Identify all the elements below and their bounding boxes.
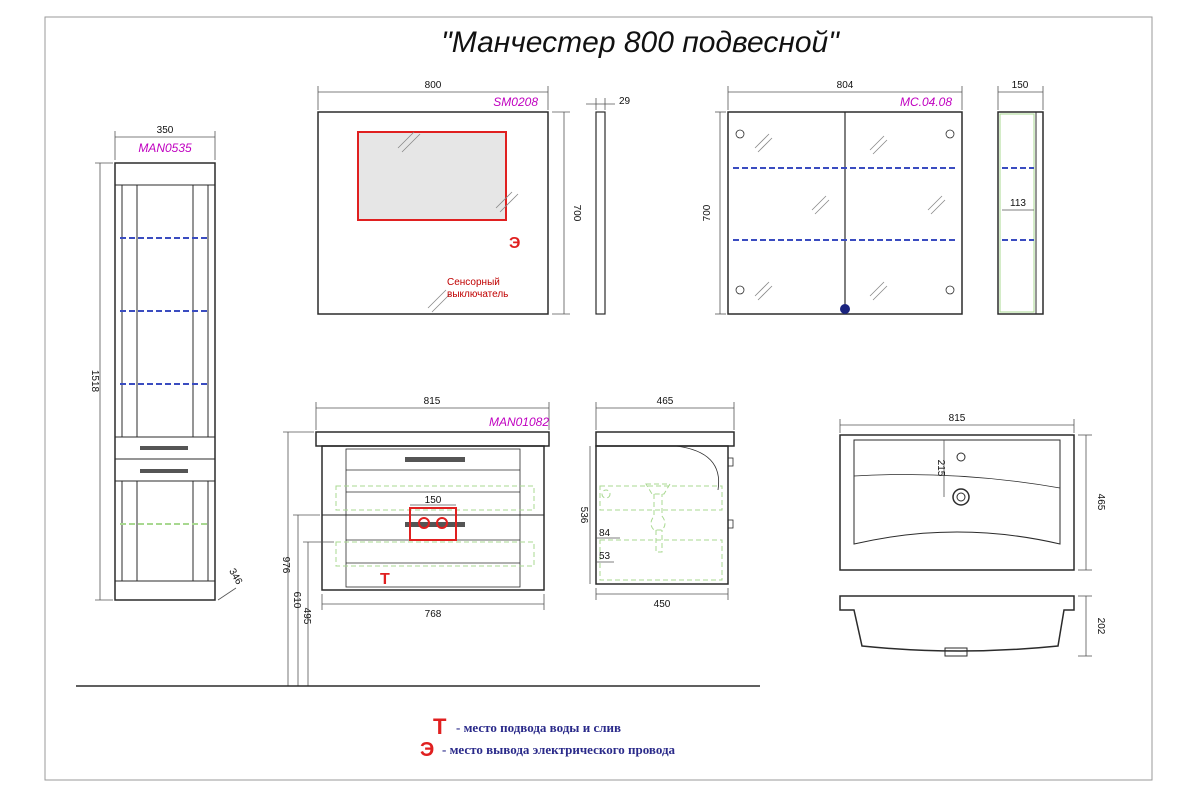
- basin-top-view: [840, 435, 1074, 570]
- mirror-side-view: [596, 112, 605, 314]
- switch-label-line1: Сенсорный: [447, 277, 500, 288]
- vanity-top-width: 815: [423, 396, 441, 407]
- vanity-handle: [405, 457, 465, 462]
- mirror-cabinet-front: [728, 112, 962, 314]
- mirror-cabinet-button: [840, 304, 850, 314]
- vanity-side-depth-bottom: 450: [653, 599, 671, 610]
- mirror-cabinet-glare: [755, 134, 945, 300]
- sheet-frame: [45, 17, 1152, 780]
- pencil-case-depth: 346: [226, 566, 245, 587]
- basin-height: 202: [1095, 617, 1106, 635]
- vanity-side-pipe-b: 53: [599, 551, 611, 562]
- vanity-side-inner: [600, 484, 722, 580]
- basin-width: 815: [948, 413, 966, 424]
- mirror-width: 800: [424, 80, 442, 91]
- pencil-case-width: 350: [156, 125, 174, 136]
- vanity-connection-width: 150: [424, 495, 442, 506]
- marker-t-vanity: Т: [380, 571, 390, 588]
- vanity-height-total: 976: [280, 556, 291, 574]
- legend: [420, 714, 676, 761]
- vanity-side-view: [596, 432, 734, 584]
- mirror-cabinet-code: MC.04.08: [899, 95, 952, 109]
- vanity-side-height: 536: [578, 506, 589, 524]
- pencil-case-shelves: [120, 238, 210, 384]
- pencil-case-view: [115, 163, 215, 600]
- basin-drain-offset: 215: [935, 459, 946, 477]
- basin-side-view: [840, 596, 1074, 656]
- mirror-cabinet-depth: 150: [1011, 80, 1029, 91]
- mirror-code: SM0208: [493, 95, 538, 109]
- marker-e-mirror: Э: [509, 235, 521, 252]
- basin-side-dimensions: [1078, 596, 1092, 656]
- mirror-cabinet-side-inner: [1000, 114, 1034, 312]
- switch-label-line2: выключатель: [447, 289, 509, 300]
- mirror-cabinet-width: 804: [836, 80, 854, 91]
- legend-e-text: - место вывода электрического провода: [442, 742, 676, 757]
- vanity-side-depth-top: 465: [656, 396, 674, 407]
- mirror-cabinet-shelf-depth: 113: [1010, 198, 1026, 209]
- pencil-case-code: MAN0535: [138, 141, 192, 155]
- vanity-height-mid: 610: [291, 591, 302, 609]
- mirror-thickness: 29: [619, 96, 631, 107]
- pencil-case-handle: [140, 469, 188, 473]
- legend-t-symbol: Т: [433, 714, 447, 739]
- vanity-dimensions: [283, 402, 549, 686]
- vanity-code: MAN01082: [488, 415, 549, 429]
- mirror-cabinet-height: 700: [702, 204, 713, 222]
- legend-e-symbol: Э: [420, 739, 435, 761]
- mirror-cabinet-dimensions: [715, 86, 1043, 314]
- mirror-height: 700: [571, 204, 582, 222]
- vanity-body-width: 768: [424, 609, 442, 620]
- pencil-case-handle: [140, 446, 188, 450]
- legend-t-text: - место подвода воды и слив: [456, 720, 622, 735]
- mirror-light-panel: [358, 132, 506, 220]
- basin-depth: 465: [1095, 493, 1106, 511]
- vanity-side-pipe-a: 84: [599, 528, 611, 539]
- pencil-case-height: 1518: [89, 369, 100, 393]
- vanity-height-low: 495: [301, 607, 312, 625]
- drawing-title: "Манчестер 800 подвесной": [441, 26, 839, 59]
- basin-top-dimensions: [840, 419, 1092, 570]
- mirror-cabinet-side: [998, 112, 1043, 314]
